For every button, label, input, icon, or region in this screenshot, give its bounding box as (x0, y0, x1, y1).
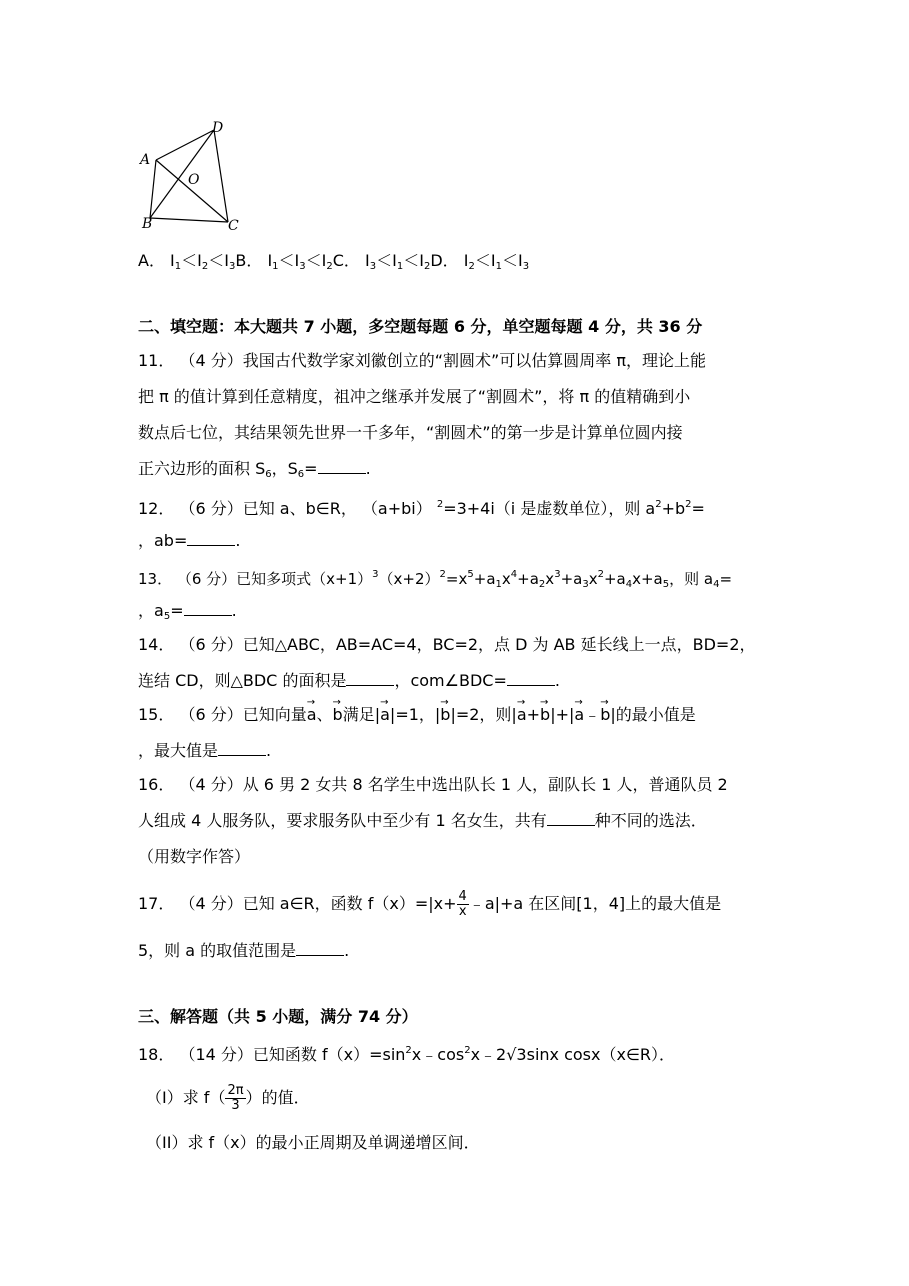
label-c: C (228, 218, 239, 234)
label-d: D (212, 120, 224, 136)
options-line: A． $I_1<I_2<I_3B$． $I_1<I_3<I_2C$． $I_3<I_1<I_2D$． $I_2<I_1<I_3$ (138, 251, 530, 272)
q18-part-2: （II）求 f（x）的最小正周期及单调递增区间． (146, 1133, 480, 1152)
label-o: O (188, 172, 200, 188)
q18-line-1: 18． （14 分）已知函数 $f(x)=\sin^2x﹣\cos^2x﹣2√3\sin x$ cosx（x∈R）． (138, 1045, 676, 1064)
edge-bc (150, 218, 228, 222)
fraction: $\frac{2\pi}{3}$ (227, 1083, 244, 1113)
label-b: B (142, 216, 153, 232)
sqrt3: √3 (506, 1045, 527, 1064)
edge-cd (214, 130, 228, 222)
q11-line-3: 数点后七位，其结果领先世界一千多年，“割圆术”的第一步是计算单位圆内接 (138, 423, 683, 442)
q12-line-1: 12． （6 分）已知 a、b∈R， （a+bi） $^2$=3+4i（i 是虚数单位），则 $a^2+b^2=$ (138, 499, 705, 518)
answer-blank[interactable] (187, 531, 235, 546)
quadrilateral-figure (138, 118, 248, 236)
q11-line-1: 11． （4 分）我国古代数学家刘徽创立的“割圆术”可以估算圆周率 π，理论上能 (138, 351, 707, 370)
q18-part-1: （I）求 f（ $\frac{2\pi}{3}$ ）的值． (146, 1083, 310, 1113)
diagonal-bd (150, 130, 214, 218)
answer-blank[interactable] (296, 941, 344, 956)
q11-line-2: 把 π 的值计算到任意精度，祖冲之继承并发展了“割圆术”，将 π 的值精确到小 (138, 387, 691, 406)
q16-line-2: 人组成 4 人服务队，要求服务队中至少有 1 名女生，共有 种不同的选法． (138, 811, 707, 830)
edge-ab (150, 160, 156, 218)
label-a: A (140, 152, 151, 168)
fraction: $\frac{4}{x}$ (458, 889, 467, 919)
section-2-title: 二、填空题：本大题共 7 小题，多空题每题 6 分，单空题每题 4 分，共 36 分 (138, 317, 703, 336)
q15-line-2: ，最大值是 . (138, 741, 272, 760)
answer-blank[interactable] (218, 741, 266, 756)
answer-blank[interactable] (547, 811, 595, 826)
q17-line-2: 5，则 a 的取值范围是 . (138, 941, 350, 960)
q16-line-3: （用数字作答） (138, 847, 251, 866)
answer-blank[interactable] (346, 671, 394, 686)
q12-line-2: ，ab= . (138, 531, 241, 550)
answer-blank[interactable] (184, 601, 232, 616)
q16-line-1: 16． （4 分）从 6 男 2 女共 8 名学生中选出队长 1 人，副队长 1 人，普通队员 2 (138, 775, 728, 794)
section-3-title: 三、解答题（共 5 小题，满分 74 分） (138, 1007, 418, 1026)
q13-line-2: ，$a_5=$ . (138, 601, 237, 622)
q14-line-1: 14． （6 分）已知△ABC，AB=AC=4，BC=2，点 D 为 AB 延长线上一点，BD=2， (138, 635, 756, 654)
answer-blank[interactable] (318, 459, 366, 474)
q15-line-1: 15． （6 分）已知向量→ a、→ b满足|→ a|=1，|→ b|=2，则|→ a+→ b|+|→ a﹣→ b|的最小值是 (138, 704, 696, 726)
edge-da (156, 130, 214, 160)
q11-line-4: 正六边形的面积 $S_6$，$S_6=$ . (138, 459, 371, 480)
answer-blank[interactable] (507, 671, 555, 686)
diagonal-ac (156, 160, 228, 222)
q13-line-1: 13． （6 分）已知多项式$(x+1)^3(x+2)^2=x^5+a_1x^4+a_2x^3+a_3x^2+a_4x+a_5$，则 $a_4=$ (138, 569, 733, 590)
q14-line-2: 连结 CD，则△BDC 的面积是 ，com∠BDC= . (138, 671, 560, 690)
q17-line-1: 17． （4 分）已知 a∈R，函数 f（x）=|x+ $\frac{4}{x}$ ﹣a|+a 在区间[1，4]上的最大值是 (138, 889, 722, 919)
